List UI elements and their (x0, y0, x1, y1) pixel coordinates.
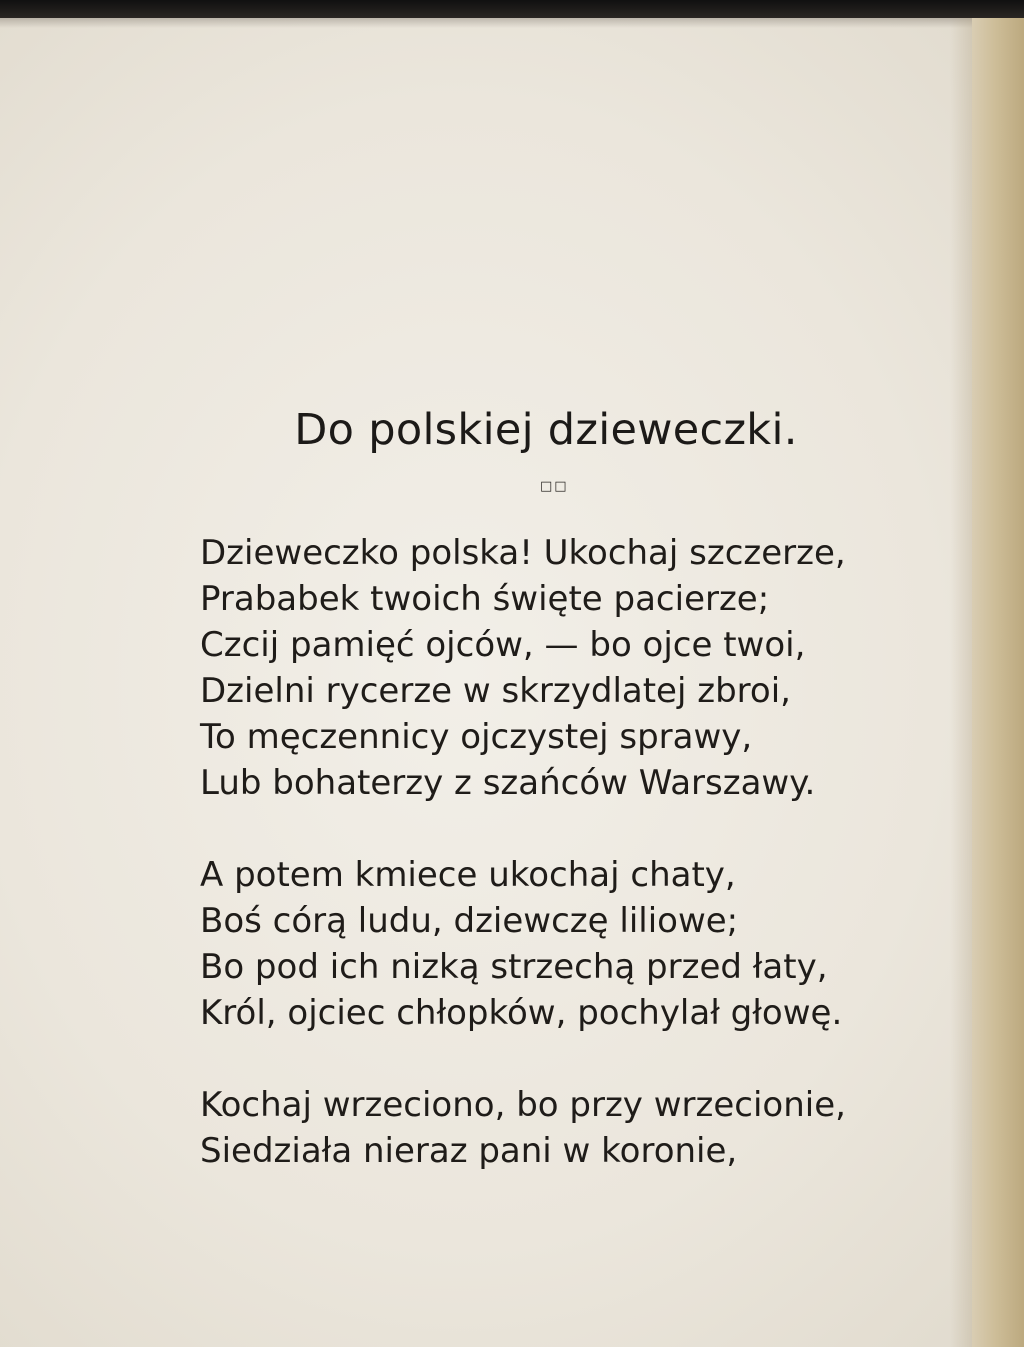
stanza (200, 1082, 846, 1174)
page-top-shadow (0, 18, 1024, 28)
poem-title: Do polskiej dzieweczki. (294, 405, 798, 455)
poem-line: Dzielni rycerze w skrzydlatej zbroi, (200, 671, 791, 711)
poem-line: Lub bohaterzy z szańców Warszawy. (200, 763, 816, 803)
stanza (200, 530, 846, 806)
poem-line: Król, ojciec chłopków, pochylał głowę. (200, 993, 843, 1033)
poem-line: Bo pod ich nizką strzechą przed łaty, (200, 947, 828, 987)
page-top-edge (0, 0, 1024, 18)
title-ornament: □□ (540, 479, 569, 494)
poem-line: Kochaj wrzeciono, bo przy wrzecionie, (200, 1085, 846, 1125)
poem-body (200, 530, 846, 1174)
poem-line: Czcij pamięć ojców, — bo ojce twoi, (200, 625, 806, 665)
page-gutter-shadow (950, 18, 972, 1347)
poem-line: Prababek twoich święte pacierze; (200, 579, 770, 619)
poem-line: Siedziała nieraz pani w koronie, (200, 1131, 738, 1171)
stanza (200, 852, 846, 1036)
poem-line: Dzieweczko polska! Ukochaj szczerze, (200, 533, 846, 573)
poem-line: To męczennicy ojczystej sprawy, (200, 717, 753, 757)
page-right-edge (972, 18, 1024, 1347)
poem-line: Boś córą ludu, dziewczę liliowe; (200, 901, 739, 941)
poem-line: A potem kmiece ukochaj chaty, (200, 855, 736, 895)
